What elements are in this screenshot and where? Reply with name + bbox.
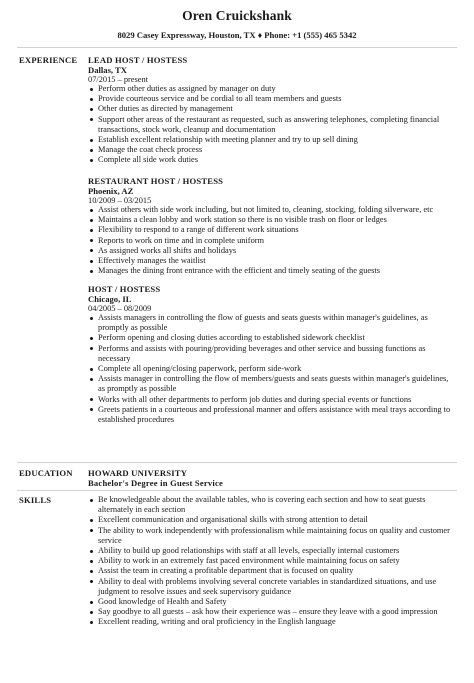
list-item: Assists manager in controlling the flow of members/guests and seats guests within manager's guidelines, as promptly as possible [88, 374, 456, 394]
list-item: Excellent communication and organisational skills with strong attention to detail [88, 515, 456, 525]
job-entry [88, 55, 456, 166]
job-location: Dallas, TX [88, 65, 127, 75]
list-item: Establish excellent relationship with meeting planner and try to up sell dining [88, 135, 456, 145]
school-name: HOWARD UNIVERSITY [88, 468, 188, 478]
list-item: Ability to build up good relationships with staff at all levels, especially internal customers [88, 546, 456, 556]
list-item: Manage the coat check process [88, 145, 456, 155]
job-title: RESTAURANT HOST / HOSTESS [88, 176, 224, 186]
job-duties-list [88, 84, 456, 166]
skills-list [88, 495, 456, 628]
header-divider [17, 47, 457, 48]
job-entry [88, 284, 456, 425]
list-item: Provide courteous service and be cordial to all team members and guests [88, 94, 456, 104]
list-item: Perform other duties as assigned by manager on duty [88, 84, 456, 94]
experience-heading: EXPERIENCE [19, 55, 78, 65]
job-title: LEAD HOST / HOSTESS [88, 55, 188, 65]
list-item: Complete all side work duties [88, 155, 456, 165]
list-item: Excellent reading, writing and oral proficiency in the English language [88, 617, 456, 627]
list-item: Good knowledge of Health and Safety [88, 597, 456, 607]
list-item: Be knowledgeable about the available tables, who is covering each section and how to seat guests alternately in each section [88, 495, 456, 515]
list-item: Manages the dining front entrance with the efficient and timely seating of the guests [88, 266, 456, 276]
job-title: HOST / HOSTESS [88, 284, 161, 294]
list-item: Reports to work on time and in complete uniform [88, 236, 456, 246]
list-item: Ability to deal with problems involving several concrete variables in standardized situations, and use judgment to resolve issues and seek supervisory guidance [88, 577, 456, 597]
list-item: Other duties as directed by management [88, 104, 456, 114]
section-divider [17, 462, 457, 463]
list-item: Complete all opening/closing paperwork, perform side-work [88, 364, 456, 374]
list-item: Performs and assists with pouring/providing beverages and other service and bussing functions as necessary [88, 344, 456, 364]
degree: Bachelor's Degree in Guest Service [88, 478, 224, 488]
list-item: As assigned works all shifts and holidays [88, 246, 456, 256]
education-heading: EDUCATION [19, 468, 73, 478]
list-item: The ability to work independently with professionalism while maintaining focus on quality and customer service [88, 526, 456, 546]
candidate-name: Oren Cruickshank [182, 8, 292, 23]
list-item: Assists managers in controlling the flow of guests and seats guests within manager's guidelines, as promptly as possible [88, 313, 456, 333]
list-item: Ability to work in an extremely fast paced environment while maintaining focus on safety [88, 556, 456, 566]
job-dates: 10/2009 – 03/2015 [88, 196, 152, 205]
list-item: Support other areas of the restaurant as requested, such as answering telephones, completing financial transactions, stock work, cleanup and documentation [88, 115, 456, 135]
list-item: Works with all other departments to perform job duties and during special events or functions [88, 395, 456, 405]
list-item: Assist others with side work including, but not limited to, cleaning, stocking, folding silverware, etc [88, 205, 456, 215]
contact-line: 8029 Casey Expressway, Houston, TX ♦ Phone: +1 (555) 465 5342 [117, 30, 357, 40]
job-duties-list [88, 205, 456, 276]
list-item: Say goodbye to all guests – ask how their experience was – ensure they leave with a good impression [88, 607, 456, 617]
education-entry [88, 468, 456, 488]
job-location: Phoenix, AZ [88, 186, 134, 196]
job-entry [88, 176, 456, 276]
section-divider [17, 490, 457, 491]
job-duties-list [88, 313, 456, 425]
list-item: Greets patients in a courteous and professional manner and offers assistance with meal trays according to established procedures [88, 405, 456, 425]
job-location: Chicago, IL [88, 294, 132, 304]
list-item: Flexibility to respond to a range of different work situations [88, 225, 456, 235]
list-item: Assist the team in creating a profitable department that is focused on quality [88, 566, 456, 576]
skills-entry [88, 495, 456, 628]
job-dates: 04/2005 – 08/2009 [88, 304, 152, 313]
list-item: Perform opening and closing duties according to established sidework checklist [88, 333, 456, 343]
skills-heading: SKILLS [19, 495, 52, 505]
list-item: Maintains a clean lobby and work station so there is no visible trash on floor or ledges [88, 215, 456, 225]
job-dates: 07/2015 – present [88, 75, 149, 84]
list-item: Effectively manages the waitlist [88, 256, 456, 266]
